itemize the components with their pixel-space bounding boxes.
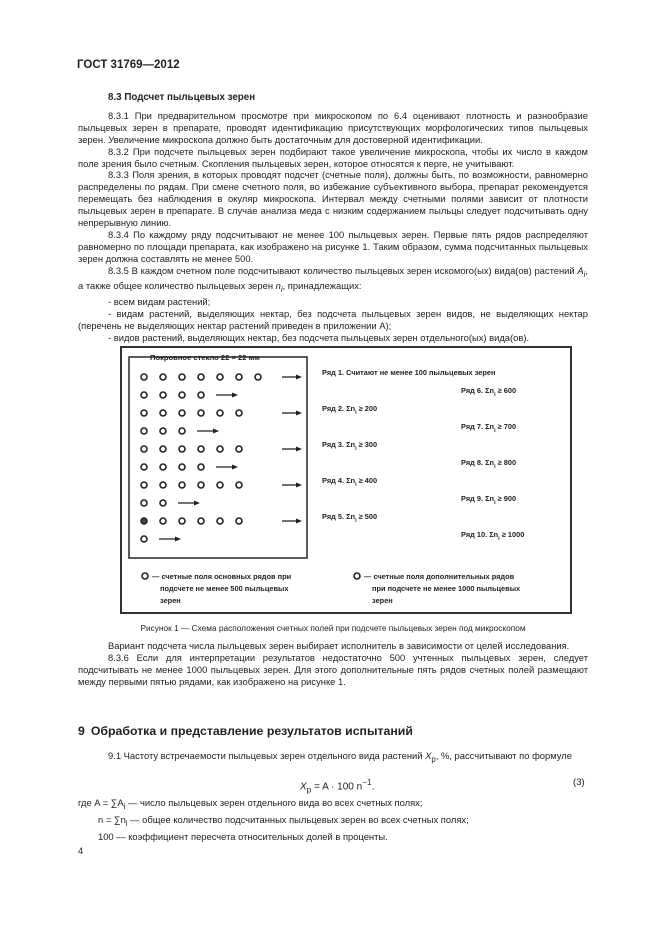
paragraph-variant: Вариант подсчета числа пыльцевых зерен выбирает исполнитель в зависимости от целей исследования. — [108, 640, 570, 651]
formula-3 — [300, 777, 374, 794]
counting-field — [217, 374, 223, 380]
counting-field — [160, 428, 166, 434]
where-line-1: где $A = \sum A_i$ — число пыльцевых зерен отдельного вида во всех счетных полях; — [78, 797, 423, 811]
counting-field — [141, 518, 147, 524]
paragraph-8-3-2: 8.3.2 При подсчете пыльцевых зерен подбирают такое увеличение микроскопа, чтобы их число в каждом поле зрения было счетным. Скопления пыльцевых зерен, которое относятся к перге, не учитывают. — [78, 145, 588, 169]
figure-caption: Рисунок 1 — Схема расположения счетных полей при подсчете пыльцевых зерен под микроскопом — [140, 623, 526, 633]
counting-field — [198, 518, 204, 524]
counting-field — [141, 500, 147, 506]
formula-explanation — [78, 796, 588, 843]
counting-field — [198, 410, 204, 416]
arrow-head — [296, 375, 302, 380]
counting-field — [217, 482, 223, 488]
row-4-label: Ряд 4. $\Sigma n_i \ge 400$ — [322, 476, 378, 488]
text-fragment: 8.3.5 В каждом счетном поле подсчитывают количество пыльцевых зерен искомого(ых) вида(ов) растений — [108, 264, 578, 276]
row-9-label: Ряд 9. $\Sigma n_i \ge 900$ — [461, 494, 517, 506]
counting-field — [141, 446, 147, 452]
counting-field — [179, 464, 185, 470]
paragraph-8-3-3: 8.3.3 Поля зрения, в которых проводят подсчет (счетные поля), должны быть, по возможности, равномерно распределены по рядам. При смене счетного поля, во избежание субъективного выбора, препарат рекомендуется перемещать без наблюдения в окуляр микроскопа. Интервал между счетными полями зависит от плотности пыльцевых зерен в препарате. В случае анализа меда с низким содержанием пыльцы следует подсчитывать одну непрерывную линию. — [78, 169, 588, 229]
formula-rhs: = A · 100 n — [311, 781, 363, 793]
counting-field — [236, 482, 242, 488]
list-item: - видам растений, выделяющих нектар, без подсчета пыльцевых зерен видов, не выделяющих нектар (перечень не выделяющих нектар растений приведен в приложении А); — [78, 308, 588, 332]
where-line-3: 100 — коэффициент пересчета относительных долей в проценты. — [98, 830, 388, 842]
section-9-heading — [78, 724, 419, 738]
list-item: - всем видам растений; — [108, 296, 211, 308]
arrow-head — [232, 465, 238, 470]
legend-main-line-2: подсчете не менее 500 пыльцевых — [160, 584, 289, 593]
counting-field — [179, 428, 185, 434]
counting-field — [141, 410, 147, 416]
counting-field — [160, 464, 166, 470]
paragraph-8-3-6: 8.3.6 Если для интерпретации результатов недостаточно 500 учтенных пыльцевых зерен, следует подсчитывать не менее 1000 пыльцевых зерен. Для этого дополнительные пять рядов счетных полей размещают между первыми пятью рядами, как изображено на рисунке 1. — [78, 651, 588, 687]
after-figure-text — [78, 640, 588, 688]
counting-field — [236, 518, 242, 524]
arrow-head — [213, 429, 219, 434]
section-8-3 — [78, 92, 588, 344]
figure-1-diagram — [122, 348, 570, 612]
counting-field — [160, 374, 166, 380]
paragraph-8-3-4: 8.3.4 По каждому ряду подсчитывают не менее 100 пыльцевых зерен. Первые пять рядов распределяют равномерно по площади препарата, как изображено на рисунке 1. Таким образом, сумма подсчитанных пыльцевых зерен должна составлять не менее 500. — [78, 228, 588, 264]
section-number: 9 — [78, 724, 85, 738]
counting-field — [198, 482, 204, 488]
section-title: Обработка и представление результатов испытаний — [90, 724, 413, 738]
paragraph-9-1 — [78, 750, 588, 766]
row-7-label: Ряд 7. $\Sigma n_i \ge 700$ — [461, 422, 517, 434]
arrow-head — [296, 411, 302, 416]
counting-field — [179, 482, 185, 488]
arrow-head — [175, 537, 181, 542]
formula-exponent: −1 — [362, 777, 372, 787]
symbol-sub: i — [583, 269, 586, 279]
counting-field — [141, 536, 147, 542]
legend-main-line-3: зерен — [160, 596, 181, 605]
cover-slip — [129, 357, 307, 558]
text-fragment: , а также общее количество пыльцевых зерен — [78, 264, 588, 292]
counting-field — [141, 428, 147, 434]
text-fragment: 9.1 Частоту встречаемости пыльцевых зерен отдельного вида растений — [108, 750, 426, 761]
counting-field — [217, 518, 223, 524]
formula-sub: p — [306, 784, 312, 795]
symbol-A: A — [577, 264, 584, 276]
counting-field — [198, 464, 204, 470]
section-heading: 8.3 Подсчет пыльцевых зерен — [108, 92, 256, 103]
counting-field — [179, 410, 185, 416]
counting-field — [255, 374, 261, 380]
equation-number: (3) — [573, 777, 585, 788]
arrow-head — [296, 519, 302, 524]
counting-fields — [141, 374, 302, 542]
counting-field — [160, 500, 166, 506]
document-header: ГОСТ 31769—2012 — [77, 59, 180, 71]
list-item: - видов растений, выделяющих нектар, без подсчета пыльцевых зерен отдельного(ых) вида(ов). — [108, 331, 530, 343]
formula-X: X — [300, 781, 307, 793]
counting-field — [160, 392, 166, 398]
counting-field — [236, 446, 242, 452]
slide-label: Покровное стекло 22 × 22 мм — [150, 353, 260, 362]
counting-field — [141, 392, 147, 398]
counting-field — [141, 464, 147, 470]
counting-field — [217, 410, 223, 416]
counting-field — [217, 446, 223, 452]
counting-field — [179, 392, 185, 398]
counting-field — [179, 374, 185, 380]
counting-field — [141, 374, 147, 380]
formula-end: . — [371, 781, 375, 793]
legend-extra-line-3: зерен — [372, 596, 393, 605]
arrow-head — [232, 393, 238, 398]
counting-field — [236, 410, 242, 416]
counting-field — [179, 446, 185, 452]
arrow-head — [296, 483, 302, 488]
legend-extra-line-2: при подсчете не менее 1000 пыльцевых — [372, 584, 521, 593]
counting-field — [179, 518, 185, 524]
arrow-head — [296, 447, 302, 452]
row-2-label: Ряд 2. $\Sigma n_i \ge 200$ — [322, 404, 378, 416]
symbol-n: n — [275, 280, 281, 292]
counting-field — [198, 446, 204, 452]
row-10-label: Ряд 10. $\Sigma n_i \ge 1000$ — [461, 530, 525, 542]
legend-main-marker — [142, 573, 148, 579]
text-fragment: , принадлежащих: — [282, 280, 362, 292]
row-5-label: Ряд 5. $\Sigma n_i \ge 500$ — [322, 512, 378, 524]
counting-field — [160, 518, 166, 524]
figure-1-frame — [120, 346, 572, 614]
counting-field — [160, 482, 166, 488]
symbol-sub: p — [431, 754, 436, 764]
where-line-2: $n = \sum n_i$ — общее количество подсчитанных пыльцевых зерен во всех счетных полях; — [98, 813, 469, 828]
row-8-label: Ряд 8. $\Sigma n_i \ge 800$ — [461, 458, 517, 470]
legend-extra-line-1: — счетные поля дополнительных рядов — [364, 572, 515, 581]
legend-main-line-1: — счетные поля основных рядов при — [152, 572, 292, 581]
legend-extra-marker — [354, 573, 360, 579]
row-1-label: Ряд 1. Считают не менее 100 пыльцевых зерен — [322, 368, 496, 377]
symbol-sub: i — [280, 285, 283, 295]
paragraph-8-3-5 — [78, 265, 588, 297]
symbol-X: X — [425, 750, 432, 761]
counting-field — [236, 374, 242, 380]
page-number: 4 — [78, 845, 84, 856]
counting-field — [141, 482, 147, 488]
counting-field — [198, 392, 204, 398]
text-fragment: , %, рассчитывают по формуле — [435, 750, 572, 761]
row-6-label: Ряд 6. $\Sigma n_i \ge 600$ — [461, 386, 517, 398]
row-3-label: Ряд 3. $\Sigma n_i \ge 300$ — [322, 440, 378, 452]
counting-field — [160, 410, 166, 416]
paragraph-8-3-1: 8.3.1 При предварительном просмотре при микроскопом по 6.4 оценивают плотность и разнообразие пыльцевых зерен в препарате, проводят идентификацию присутствующих морфологических типов пыльцевых зерен. Увеличение микроскопа должно быть достаточным для достоверной идентификации. — [78, 109, 588, 145]
arrow-head — [194, 501, 200, 506]
counting-field — [198, 374, 204, 380]
counting-field — [160, 446, 166, 452]
